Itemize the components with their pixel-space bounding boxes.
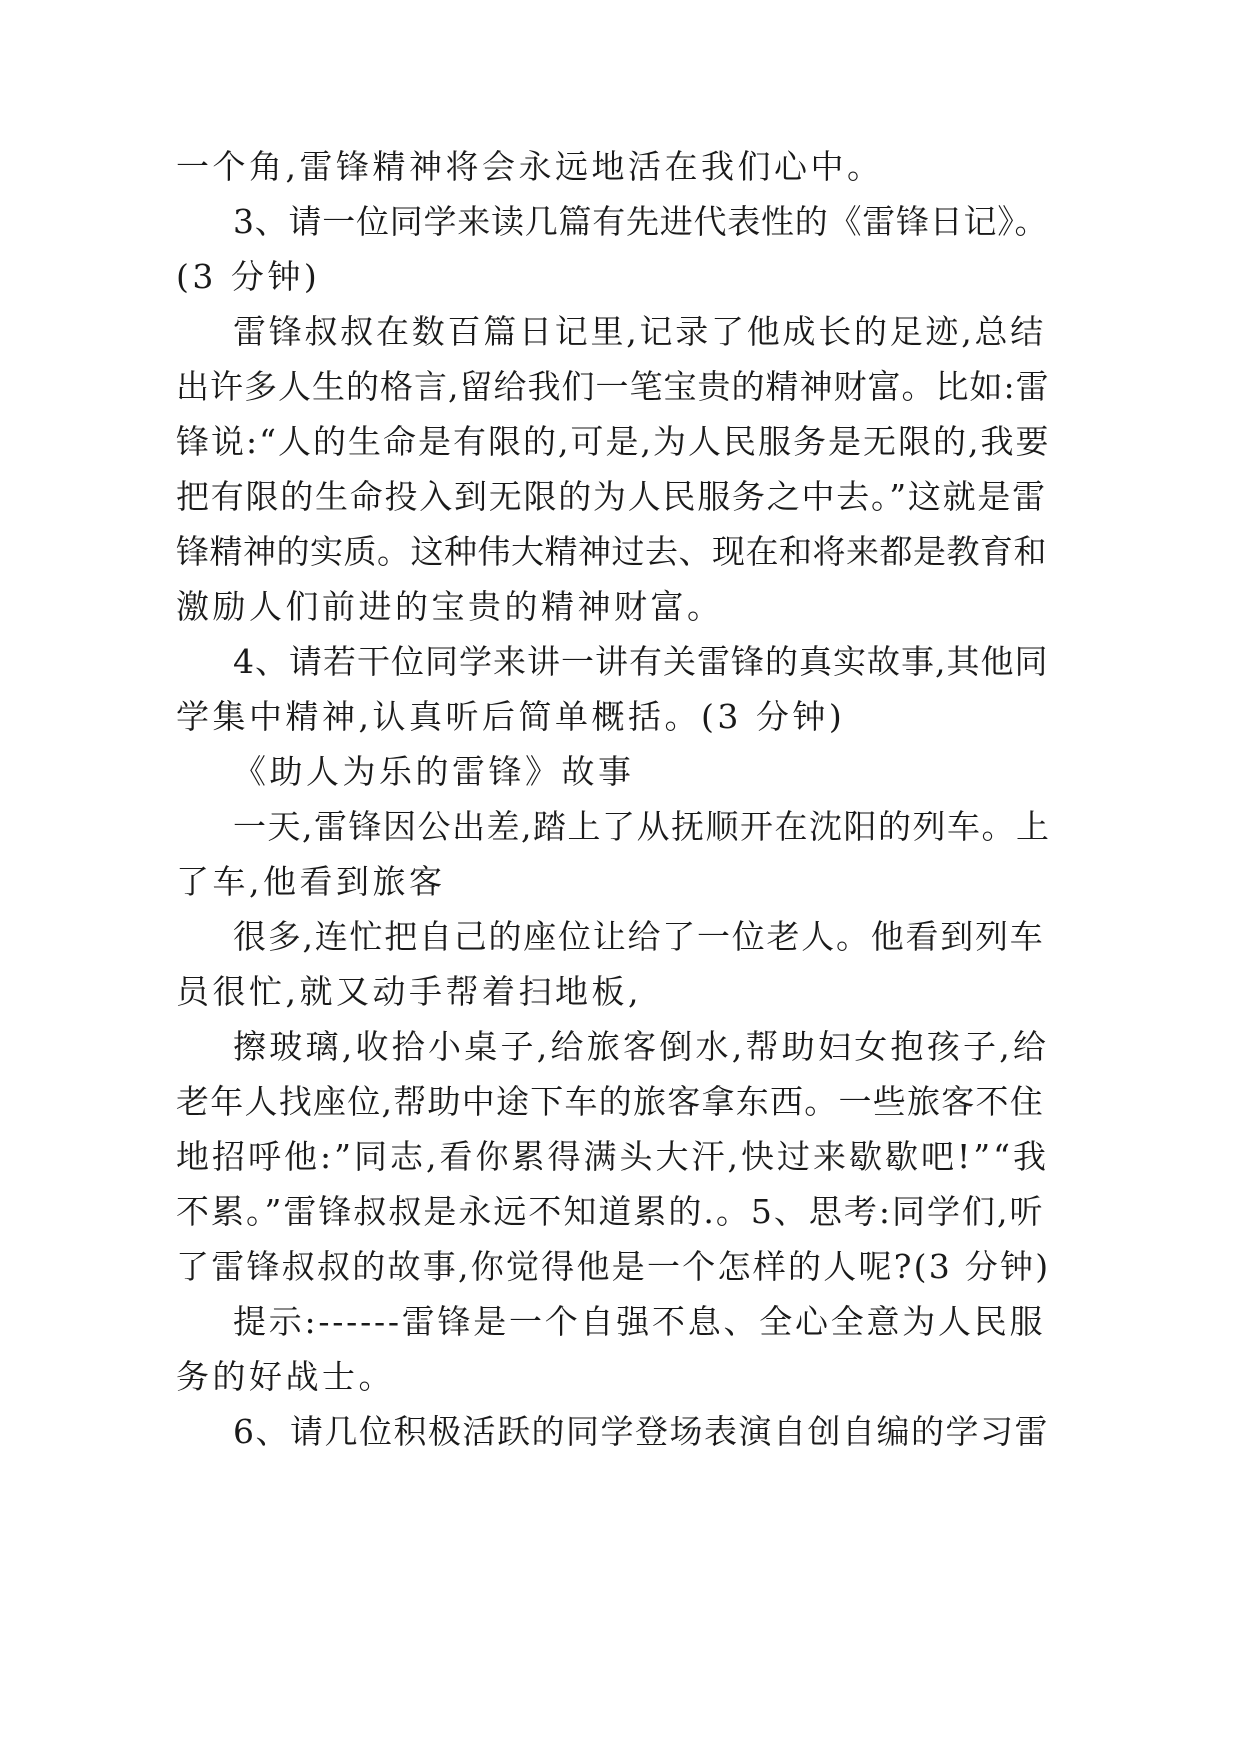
text-line: 6、请几位积极活跃的同学登场表演自创自编的学习雷 xyxy=(233,1412,1049,1451)
text-line: 《助人为乐的雷锋》故事 xyxy=(233,752,635,791)
text-line: 学集中精神,认真听后简单概括。(3 分钟) xyxy=(176,697,846,736)
text-line: 4、请若干位同学来讲一讲有关雷锋的真实故事,其他同 xyxy=(233,642,1049,681)
text-line: 雷锋叔叔在数百篇日记里,记录了他成长的足迹,总结 xyxy=(233,312,1046,351)
text-line: (3 分钟) xyxy=(176,257,321,296)
text-line: 锋精神的实质。这种伟大精神过去、现在和将来都是教育和 xyxy=(176,532,1047,571)
text-line: 一天,雷锋因公出差,踏上了从抚顺开在沈阳的列车。上 xyxy=(233,807,1051,846)
text-line: 3、请一位同学来读几篇有先进代表性的《雷锋日记》。 xyxy=(233,202,1049,241)
text-line: 了雷锋叔叔的故事,你觉得他是一个怎样的人呢?(3 分钟) xyxy=(176,1247,1051,1286)
text-line: 把有限的生命投入到无限的为人民服务之中去。”这就是雷 xyxy=(176,477,1047,516)
text-line: 一个角,雷锋精神将会永远地活在我们心中。 xyxy=(176,147,884,186)
text-line: 出许多人生的格言,留给我们一笔宝贵的精神财富。比如:雷 xyxy=(176,367,1050,406)
text-line: 不累。”雷锋叔叔是永远不知道累的.。5、思考:同学们,听 xyxy=(176,1192,1045,1231)
text-line: 员很忙,就又动手帮着扫地板, xyxy=(176,972,642,1011)
text-line: 擦玻璃,收拾小桌子,给旅客倒水,帮助妇女抱孩子,给 xyxy=(233,1027,1050,1066)
text-line: 务的好战士。 xyxy=(176,1357,395,1396)
text-line: 老年人找座位,帮助中途下车的旅客拿东西。一些旅客不住 xyxy=(176,1082,1044,1121)
text-line: 地招呼他:”同志,看你累得满头大汗,快过来歇歇吧!”“我 xyxy=(176,1137,1049,1176)
text-line: 提示:------雷锋是一个自强不息、全心全意为人民服 xyxy=(233,1302,1046,1341)
text-line: 了车,他看到旅客 xyxy=(176,862,446,901)
text-line: 很多,连忙把自己的座位让给了一位老人。他看到列车 xyxy=(233,917,1045,956)
text-line: 锋说:“人的生命是有限的,可是,为人民服务是无限的,我要 xyxy=(176,422,1051,461)
text-line: 激励人们前进的宝贵的精神财富。 xyxy=(176,587,724,626)
